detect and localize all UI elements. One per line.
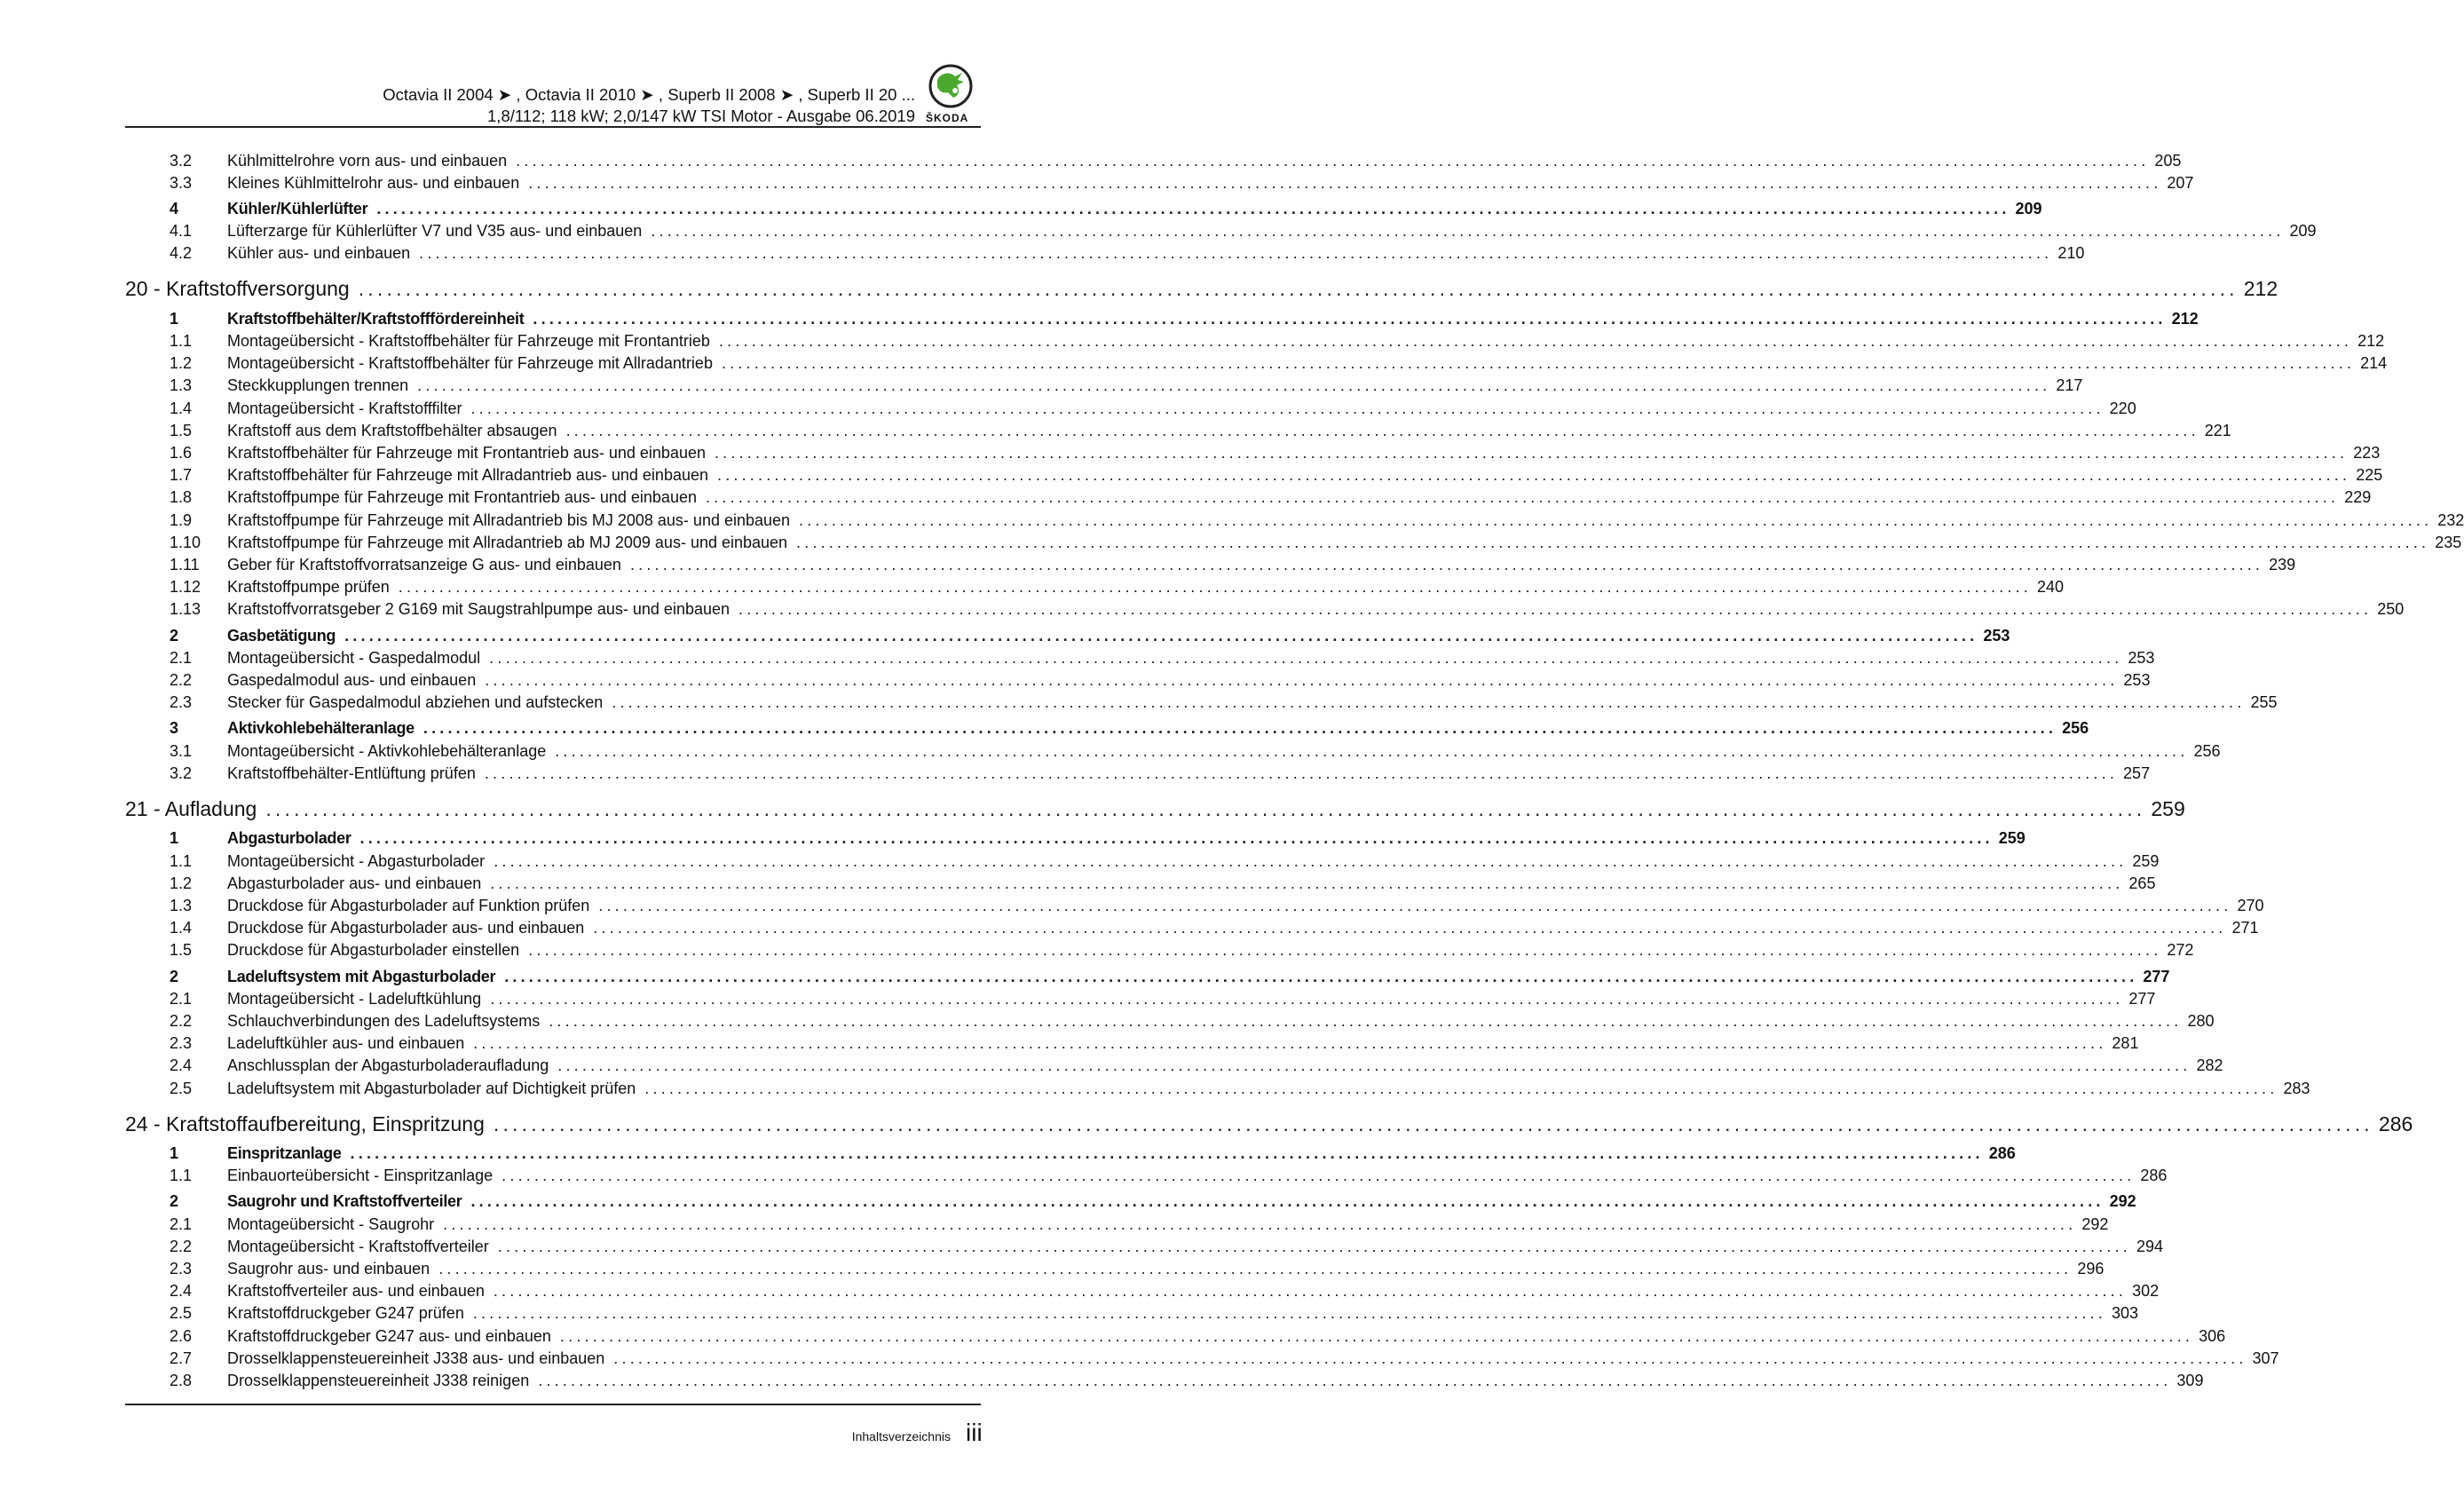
toc-chapter[interactable] <box>125 795 2185 822</box>
toc-page-number: 257 <box>2118 764 2150 783</box>
toc-page-number: 280 <box>2182 1012 2214 1031</box>
toc-page-number: 239 <box>2263 556 2295 574</box>
toc-page-number: 212 <box>2167 310 2199 328</box>
toc-entry[interactable] <box>125 940 2194 961</box>
dot-leader: ........................................................................................................................................................................................................ <box>438 1260 2073 1277</box>
toc-page-number: 232 <box>2432 511 2464 530</box>
toc-page-number: 282 <box>2191 1056 2223 1075</box>
toc-page-number: 223 <box>2348 444 2380 463</box>
toc-section[interactable] <box>125 1143 2016 1165</box>
footer-page-number: iii <box>966 1419 983 1446</box>
dot-leader: ........................................................................................................................................................................................................ <box>528 941 2162 960</box>
dot-leader: ........................................................................................................................................................................................................ <box>359 829 1994 848</box>
toc-title: Einspritzanlage <box>227 1144 342 1162</box>
toc-number: 1.1 <box>170 1167 193 1185</box>
dot-leader: ........................................................................................................................................................................................................ <box>490 874 2124 892</box>
dot-leader: ........................................................................................................................................................................................................ <box>265 796 2146 820</box>
toc-number: 1.8 <box>170 488 193 507</box>
toc-number: 1.2 <box>170 354 193 373</box>
toc-number: 3.2 <box>170 151 193 170</box>
toc-entry[interactable] <box>125 763 2151 784</box>
toc-title: Montageübersicht - Ladeluftkühlung <box>227 989 482 1008</box>
dot-leader: ........................................................................................................................................................................................................ <box>376 199 2010 218</box>
toc-title: Kraftstoffverteiler aus- und einbauen <box>227 1282 485 1301</box>
toc-page-number: 309 <box>2171 1372 2203 1390</box>
toc-page-number: 209 <box>2010 200 2042 218</box>
dot-leader: ........................................................................................................................................................................................................ <box>423 719 2057 738</box>
toc-entry[interactable] <box>125 988 2156 1009</box>
toc-section[interactable] <box>125 828 2026 850</box>
toc-page-number: 286 <box>2135 1167 2167 1185</box>
toc-entry[interactable] <box>125 1078 2310 1099</box>
toc-title: Montageübersicht - Kraftstoffbehälter für Fahrzeuge mit Allradantrieb <box>227 354 713 373</box>
dot-leader: ........................................................................................................................................................................................................ <box>721 354 2356 373</box>
toc-number: 1.13 <box>170 600 201 619</box>
toc-page-number: 240 <box>2032 578 2064 597</box>
toc-page-number: 294 <box>2131 1238 2163 1256</box>
toc-entry[interactable] <box>125 1166 2168 1187</box>
toc-title: Geber für Kraftstoffvorratsanzeige G aus- und einbauen <box>227 556 621 573</box>
toc-page-number: 292 <box>2076 1215 2108 1234</box>
toc-number: 1.12 <box>170 578 201 597</box>
toc-entry[interactable] <box>125 1303 2139 1325</box>
toc-number: 4.2 <box>170 244 193 263</box>
toc-title: Ladeluftkühler aus- und einbauen <box>227 1034 465 1053</box>
toc-title: Drosselklappensteuereinheit J338 aus- und einbauen <box>227 1349 605 1367</box>
dot-leader: ........................................................................................................................................................................................................ <box>497 1237 2132 1255</box>
toc-page-number: 225 <box>2350 466 2382 485</box>
toc-title: Stecker für Gaspedalmodul abziehen und aufstecken <box>227 693 604 712</box>
toc-title: Montageübersicht - Kraftstofffilter <box>227 399 462 417</box>
footer-rule <box>125 1404 981 1405</box>
toc-title: Aktivkohlebehälteranlage <box>227 719 415 738</box>
skoda-logo-icon <box>928 64 973 108</box>
dot-leader: ........................................................................................................................................................................................................ <box>718 332 2353 350</box>
toc-number: 1.1 <box>170 332 193 350</box>
toc-entry[interactable] <box>125 918 2259 939</box>
toc-page-number: 212 <box>2239 277 2278 301</box>
toc-title: 21 - Aufladung <box>125 796 257 820</box>
toc-page-number: 214 <box>2355 354 2387 373</box>
dot-leader: ........................................................................................................................................................................................................ <box>738 600 2373 619</box>
dot-leader: ........................................................................................................................................................................................................ <box>419 244 2053 263</box>
toc-title: Gaspedalmodul aus- und einbauen <box>227 671 477 689</box>
toc-number: 1.4 <box>170 399 193 417</box>
header-rule <box>125 126 981 128</box>
dot-leader: ........................................................................................................................................................................................................ <box>443 1214 2077 1233</box>
toc-page-number: 212 <box>2352 332 2384 351</box>
dot-leader: ........................................................................................................................................................................................................ <box>516 151 2150 170</box>
toc-page-number: 210 <box>2052 244 2084 263</box>
toc-section[interactable] <box>125 198 2042 219</box>
dot-leader: ........................................................................................................................................................................................................ <box>549 1011 2183 1030</box>
toc-entry[interactable] <box>125 420 2231 441</box>
toc-title: Schlauchverbindungen des Ladeluftsystems <box>227 1011 541 1030</box>
footer-section-label: Inhaltsverzeichnis <box>851 1429 951 1444</box>
toc-number: 2.3 <box>170 1260 193 1277</box>
dot-leader: ........................................................................................................................................................................................................ <box>494 851 2128 870</box>
toc-title: Druckdose für Abgasturbolader aus- und einbauen <box>227 919 585 937</box>
dot-leader: ........................................................................................................................................................................................................ <box>489 648 2123 667</box>
toc-page-number: 259 <box>2145 797 2184 821</box>
toc-entry[interactable] <box>125 510 2464 531</box>
toc-title: Drosselklappensteuereinheit J338 reinigen <box>227 1372 530 1389</box>
dot-leader: ........................................................................................................................................................................................................ <box>493 1282 2128 1301</box>
toc-number: 3 <box>170 719 179 738</box>
toc-number: 1.5 <box>170 421 193 439</box>
toc-title: Kraftstoffvorratsgeber 2 G169 mit Saugstrahlpumpe aus- und einbauen <box>227 600 731 619</box>
toc-entry[interactable] <box>125 555 2296 576</box>
toc-page-number: 205 <box>2149 152 2181 170</box>
dot-leader: ........................................................................................................................................................................................................ <box>501 1167 2136 1185</box>
header-engine-edition: 1,8/112; 118 kW; 2,0/147 kW TSI Motor - Ausgabe 06.2019 <box>487 107 915 125</box>
toc-number: 2.2 <box>170 671 193 689</box>
toc-number: 1 <box>170 829 179 848</box>
toc-entry[interactable] <box>125 465 2383 486</box>
toc-entry[interactable] <box>125 1325 2226 1347</box>
dot-leader: ........................................................................................................................................................................................................ <box>344 626 1978 645</box>
toc-title: Kraftstoffpumpe für Fahrzeuge mit Allradantrieb bis MJ 2008 aus- und einbauen <box>227 510 791 529</box>
dot-leader: ........................................................................................................................................................................................................ <box>470 1192 2105 1211</box>
toc-number: 1.9 <box>170 510 193 529</box>
toc-page-number: 256 <box>2188 742 2220 761</box>
toc-number: 1.5 <box>170 941 193 960</box>
toc-page-number: 296 <box>2072 1260 2104 1278</box>
dot-leader: ........................................................................................................................................................................................................ <box>799 510 2433 529</box>
toc-page-number: 292 <box>2105 1192 2136 1211</box>
toc-page-number: 306 <box>2193 1327 2225 1346</box>
toc-number: 3.3 <box>170 173 193 192</box>
toc-number: 2.3 <box>170 1034 193 1053</box>
dot-leader: ........................................................................................................................................................................................................ <box>417 376 2051 395</box>
toc-entry[interactable] <box>125 1010 2215 1032</box>
dot-leader: ........................................................................................................................................................................................................ <box>504 967 2138 985</box>
toc-page-number: 221 <box>2199 422 2231 440</box>
toc-page-number: 259 <box>1994 829 2026 848</box>
dot-leader: ........................................................................................................................................................................................................ <box>717 466 2351 485</box>
toc-number: 1.3 <box>170 376 193 395</box>
toc-entry[interactable] <box>125 577 2065 598</box>
toc-section[interactable] <box>125 966 2170 987</box>
toc-page-number: 209 <box>2285 222 2317 241</box>
toc-number: 3.1 <box>170 741 193 760</box>
toc-title: Kraftstoffdruckgeber G247 prüfen <box>227 1304 464 1323</box>
toc-page-number: 307 <box>2247 1349 2279 1368</box>
dot-leader: ........................................................................................................................................................................................................ <box>470 399 2105 417</box>
toc-entry[interactable] <box>125 1371 2204 1392</box>
toc-title: Montageübersicht - Gaspedalmodul <box>227 648 481 667</box>
toc-title: Kraftstoffbehälter/Kraftstofffördereinheit <box>227 309 525 328</box>
toc-entry[interactable] <box>125 647 2155 668</box>
toc-entry[interactable] <box>125 1259 2105 1280</box>
toc-entry[interactable] <box>125 150 2182 171</box>
toc-number: 2 <box>170 626 179 645</box>
dot-leader: ........................................................................................................................................................................................................ <box>593 919 2227 937</box>
toc-number: 1 <box>170 309 179 328</box>
toc-title: Druckdose für Abgasturbolader auf Funktion prüfen <box>227 896 590 914</box>
dot-leader: ........................................................................................................................................................................................................ <box>555 741 2189 760</box>
dot-leader: ........................................................................................................................................................................................................ <box>557 1056 2192 1075</box>
dot-leader: ........................................................................................................................................................................................................ <box>796 533 2430 551</box>
toc-title: Kraftstoffpumpe für Fahrzeuge mit Allradantrieb ab MJ 2009 aus- und einbauen <box>227 533 788 551</box>
toc-number: 2.5 <box>170 1304 193 1323</box>
toc-page-number: 253 <box>1978 627 2010 645</box>
toc-title: Kühlmittelrohre vorn aus- und einbauen <box>227 151 508 170</box>
toc-title: Ladeluftsystem mit Abgasturbolader <box>227 967 496 985</box>
toc-title: Gasbetätigung <box>227 626 336 645</box>
toc-page-number: 217 <box>2050 376 2082 395</box>
dot-leader: ........................................................................................................................................................................................................ <box>533 309 2167 328</box>
toc-number: 4 <box>170 199 179 218</box>
toc-number: 2 <box>170 967 179 985</box>
toc-section[interactable] <box>125 1191 2136 1213</box>
dot-leader: ........................................................................................................................................................................................................ <box>484 763 2119 782</box>
dot-leader: ........................................................................................................................................................................................................ <box>493 1111 2373 1135</box>
toc-page-number: 229 <box>2339 488 2371 507</box>
toc-title: Kraftstoffdruckgeber G247 aus- und einbauen <box>227 1326 551 1345</box>
toc-number: 2.6 <box>170 1326 193 1345</box>
toc-number: 2 <box>170 1192 179 1211</box>
toc-page-number: 265 <box>2123 874 2155 893</box>
toc-entry[interactable] <box>125 487 2372 509</box>
toc-title: Kleines Kühlmittelrohr aus- und einbauen <box>227 173 520 192</box>
toc-title: Saugrohr aus- und einbauen <box>227 1260 430 1277</box>
toc-entry[interactable] <box>125 873 2156 894</box>
dot-leader: ........................................................................................................................................................................................................ <box>714 444 2349 462</box>
toc-page-number: 286 <box>2373 1112 2413 1136</box>
toc-entry[interactable] <box>125 221 2317 242</box>
toc-title: Druckdose für Abgasturbolader einstellen <box>227 941 520 960</box>
toc-title: Abgasturbolader <box>227 829 351 848</box>
toc-title: Montageübersicht - Aktivkohlebehälteranlage <box>227 741 547 760</box>
dot-leader: ........................................................................................................................................................................................................ <box>538 1372 2172 1389</box>
dot-leader: ........................................................................................................................................................................................................ <box>565 421 2199 439</box>
toc-number: 2.5 <box>170 1079 193 1097</box>
toc-title: Steckkupplungen trennen <box>227 376 409 395</box>
dot-leader: ........................................................................................................................................................................................................ <box>350 1144 1984 1162</box>
toc-title: Montageübersicht - Abgasturbolader <box>227 851 486 870</box>
toc-number: 2.3 <box>170 693 193 712</box>
toc-number: 2.4 <box>170 1282 193 1301</box>
toc-section[interactable] <box>125 308 2199 329</box>
toc-number: 2.2 <box>170 1237 193 1255</box>
toc-entry[interactable] <box>125 1236 2164 1257</box>
dot-leader: ........................................................................................................................................................................................................ <box>598 896 2232 914</box>
toc-page-number: 277 <box>2123 990 2155 1009</box>
toc-entry[interactable] <box>125 1281 2160 1302</box>
toc-number: 1.2 <box>170 874 193 892</box>
toc-number: 1.4 <box>170 919 193 937</box>
toc-entry[interactable] <box>125 895 2264 916</box>
dot-leader: ........................................................................................................................................................................................................ <box>398 578 2032 597</box>
toc-title: Kraftstoffpumpe für Fahrzeuge mit Frontantrieb aus- und einbauen <box>227 488 697 507</box>
dot-leader: ........................................................................................................................................................................................................ <box>472 1304 2107 1323</box>
toc-title: Ladeluftsystem mit Abgasturbolader auf Dichtigkeit prüfen <box>227 1079 636 1097</box>
toc-page-number: 255 <box>2245 693 2277 712</box>
toc-title: Kühler aus- und einbauen <box>227 244 411 263</box>
toc-page-number: 303 <box>2106 1304 2138 1323</box>
dot-leader: ........................................................................................................................................................................................................ <box>490 989 2124 1008</box>
toc-page-number: 253 <box>2122 649 2154 668</box>
toc-page-number: 277 <box>2137 968 2169 986</box>
toc-entry[interactable] <box>125 1056 2223 1077</box>
header-models: Octavia II 2004 ➤ , Octavia II 2010 ➤ , Superb II 2008 ➤ , Superb II 20 ... <box>383 85 915 104</box>
toc-title: Anschlussplan der Abgasturboladeraufladung <box>227 1056 549 1075</box>
toc-number: 2.1 <box>170 989 193 1008</box>
toc-title: 24 - Kraftstoffaufbereitung, Einspritzung <box>125 1111 485 1135</box>
toc-title: Kraftstoffpumpe prüfen <box>227 578 390 597</box>
toc-number: 2.7 <box>170 1349 193 1367</box>
toc-number: 1.7 <box>170 466 193 485</box>
toc-number: 1.10 <box>170 533 201 551</box>
toc-title: Kraftstoffbehälter für Fahrzeuge mit Allradantrieb aus- und einbauen <box>227 466 708 485</box>
toc-chapter[interactable] <box>125 1111 2413 1137</box>
toc-number: 2.2 <box>170 1011 193 1030</box>
toc-entry[interactable] <box>125 1214 2109 1235</box>
toc-page-number: 235 <box>2429 534 2461 552</box>
toc-entry[interactable] <box>125 172 2194 194</box>
toc-number: 1 <box>170 1144 179 1162</box>
dot-leader: ........................................................................................................................................................................................................ <box>559 1326 2194 1345</box>
toc-title: Montageübersicht - Kraftstoffverteiler <box>227 1237 489 1255</box>
toc-page-number: 302 <box>2127 1282 2159 1301</box>
toc-section[interactable] <box>125 625 2010 646</box>
toc-title: Montageübersicht - Kraftstoffbehälter für Fahrzeuge mit Frontantrieb <box>227 332 710 350</box>
toc-entry[interactable] <box>125 1033 2139 1055</box>
toc-number: 1.6 <box>170 444 193 462</box>
toc-entry[interactable] <box>125 599 2405 621</box>
toc-page-number: 250 <box>2372 600 2404 619</box>
dot-leader: ........................................................................................................................................................................................................ <box>485 671 2119 689</box>
dot-leader: ........................................................................................................................................................................................................ <box>629 556 2264 573</box>
toc-number: 2.1 <box>170 1214 193 1233</box>
brand-wordmark: ŠKODA <box>926 112 969 124</box>
toc-title: Lüfterzarge für Kühlerlüfter V7 und V35 aus- und einbauen <box>227 222 643 241</box>
dot-leader: ........................................................................................................................................................................................................ <box>705 488 2340 507</box>
toc-entry[interactable] <box>125 353 2388 375</box>
toc-page-number: 256 <box>2057 719 2089 738</box>
toc-entry[interactable] <box>125 740 2221 762</box>
toc-entry[interactable] <box>125 398 2136 419</box>
toc-entry[interactable] <box>125 243 2085 265</box>
toc-entry[interactable] <box>125 376 2083 397</box>
dot-leader: ........................................................................................................................................................................................................ <box>613 1349 2247 1367</box>
toc-title: Kühler/Kühlerlüfter <box>227 199 368 218</box>
toc-number: 1.1 <box>170 851 193 870</box>
dot-leader: ........................................................................................................................................................................................................ <box>612 693 2246 712</box>
toc-page-number: 281 <box>2106 1034 2138 1053</box>
toc-page-number: 286 <box>1984 1144 2016 1163</box>
toc-page-number: 207 <box>2161 174 2193 193</box>
toc-entry[interactable] <box>125 443 2381 464</box>
toc-title: Saugrohr und Kraftstoffverteiler <box>227 1192 462 1211</box>
toc-number: 2.4 <box>170 1056 193 1075</box>
toc-entry[interactable] <box>125 532 2462 553</box>
toc-title: Kraftstoffbehälter-Entlüftung prüfen <box>227 763 476 782</box>
toc-number: 2.8 <box>170 1372 193 1389</box>
toc-number: 1.11 <box>170 556 200 573</box>
toc-entry[interactable] <box>125 331 2385 352</box>
toc-page-number: 271 <box>2226 919 2258 937</box>
toc-page-number: 283 <box>2278 1080 2310 1098</box>
dot-leader: ........................................................................................................................................................................................................ <box>358 277 2239 301</box>
toc-page-number: 220 <box>2105 399 2136 418</box>
toc-title: Kraftstoffbehälter für Fahrzeuge mit Frontantrieb aus- und einbauen <box>227 444 706 462</box>
dot-leader: ........................................................................................................................................................................................................ <box>651 222 2285 241</box>
toc-title: 20 - Kraftstoffversorgung <box>125 277 350 301</box>
dot-leader: ........................................................................................................................................................................................................ <box>528 173 2162 192</box>
dot-leader: ........................................................................................................................................................................................................ <box>473 1034 2107 1053</box>
toc-number: 4.1 <box>170 222 193 241</box>
dot-leader: ........................................................................................................................................................................................................ <box>644 1079 2278 1097</box>
toc-chapter[interactable] <box>125 276 2278 303</box>
toc-entry[interactable] <box>125 1348 2279 1369</box>
toc-title: Montageübersicht - Saugrohr <box>227 1214 435 1233</box>
toc-entry[interactable] <box>125 850 2160 872</box>
toc-section[interactable] <box>125 718 2089 740</box>
toc-title: Abgasturbolader aus- und einbauen <box>227 874 482 892</box>
toc-number: 1.3 <box>170 896 193 914</box>
toc-title: Kraftstoff aus dem Kraftstoffbehälter absaugen <box>227 421 557 439</box>
toc-entry[interactable] <box>125 670 2151 692</box>
toc-page-number: 259 <box>2127 852 2159 871</box>
toc-number: 2.1 <box>170 648 193 667</box>
toc-page-number: 270 <box>2231 897 2263 915</box>
toc-number: 3.2 <box>170 763 193 782</box>
toc-page-number: 253 <box>2118 671 2150 690</box>
toc-title: Einbauorteübersicht - Einspritzanlage <box>227 1167 494 1185</box>
toc-entry[interactable] <box>125 692 2278 714</box>
toc-page-number: 272 <box>2161 941 2193 960</box>
